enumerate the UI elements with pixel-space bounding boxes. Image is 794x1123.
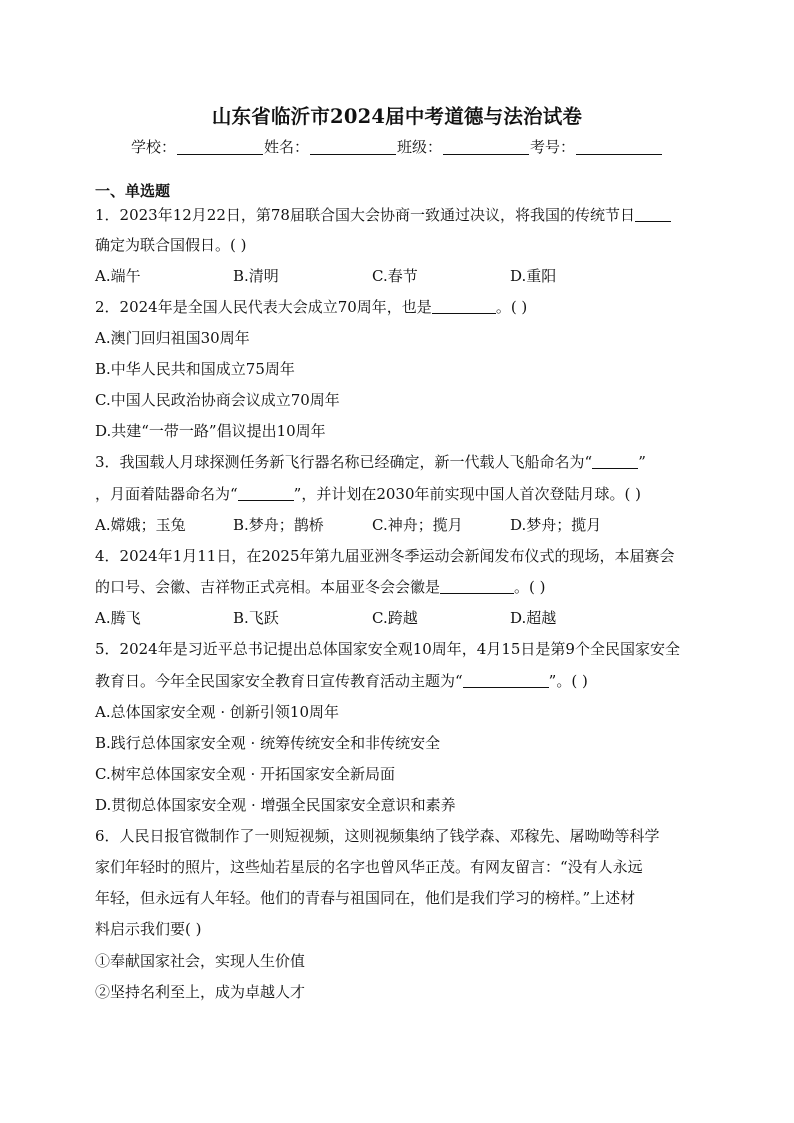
section-title: 一、单选题: [95, 182, 171, 200]
q4-stem-text: 的口号、会徽、吉祥物正式亮相。本届亚冬会会徽是: [95, 578, 441, 596]
q3-stem-line2: [95, 484, 641, 504]
student-info-row: [0, 136, 794, 157]
q3-answer-blank-1: [592, 455, 638, 469]
q1-stem-line1: [95, 205, 671, 225]
q1-option-c: C.春节: [372, 267, 418, 285]
q3-answer-blank-2: [238, 487, 294, 501]
q3-stem-end: ”，并计划在2030年前实现中国人首次登陆月球。( ): [293, 485, 641, 503]
q1-stem-text: 1．2023年12月22日，第78届联合国大会协商一致通过决议，将我国的传统节日: [95, 206, 635, 224]
q2-stem-end: 。( ): [495, 298, 528, 316]
q2-stem-text: 2．2024年是全国人民代表大会成立70周年，也是: [95, 298, 432, 316]
q5-option-a: A.总体国家安全观 · 创新引领10周年: [95, 703, 339, 721]
q1-stem-line2: 确定为联合国假日。( ): [95, 236, 247, 254]
q6-statement-2: ②坚持名利至上，成为卓越人才: [95, 983, 306, 1001]
school-blank: [177, 140, 263, 155]
q3-stem-text: 3．我国载人月球探测任务新飞行器名称已经确定，新一代载人飞船命名为“: [95, 453, 593, 471]
q6-stem-line2: 家们年轻时的照片，这些灿若星辰的名字也曾风华正茂。有网友留言：“没有人永远: [95, 858, 643, 876]
q1-option-a: A.端午: [95, 267, 141, 285]
q4-answer-blank: [440, 580, 514, 594]
number-blank: [576, 140, 662, 155]
q3-option-a: A.嫦娥；玉兔: [95, 516, 186, 534]
q2-option-a: A.澳门回归祖国30周年: [95, 329, 250, 347]
q3-option-c: C.神舟；揽月: [372, 516, 463, 534]
q6-stem-line3: 年轻，但永远有人年轻。他们的青春与祖国同在，他们是我们学习的榜样。”上述材: [95, 889, 636, 907]
q4-option-c: C.跨越: [372, 609, 418, 627]
name-blank: [310, 140, 396, 155]
q3-stem-text-2: ，月面着陆器命名为“: [95, 485, 238, 503]
number-label: 考号：: [530, 138, 576, 156]
q1-answer-blank: [635, 208, 671, 222]
q6-stem-line4: 料启示我们要( ): [95, 920, 202, 938]
q4-stem-line2: [95, 577, 546, 597]
q4-stem-end: 。( ): [514, 578, 546, 596]
q2-stem: [95, 297, 527, 317]
class-blank: [443, 140, 529, 155]
q2-option-d: D.共建“一带一路”倡议提出10周年: [95, 422, 326, 440]
q5-stem-line1: 5．2024年是习近平总书记提出总体国家安全观10周年，4月15日是第9个全民国家安全: [95, 640, 680, 658]
q2-answer-blank: [432, 300, 496, 314]
q3-quote-close: ”: [638, 453, 646, 471]
q6-statement-1: ①奉献国家社会，实现人生价值: [95, 952, 306, 970]
q5-stem-line2: [95, 671, 588, 691]
q5-answer-blank: [463, 674, 549, 688]
q2-option-c: C.中国人民政治协商会议成立70周年: [95, 391, 340, 409]
q4-option-d: D.超越: [510, 609, 557, 627]
q5-stem-text: 教育日。今年全民国家安全教育日宣传教育活动主题为“: [95, 672, 463, 690]
q3-option-d: D.梦舟；揽月: [510, 516, 602, 534]
q3-stem-line1: [95, 452, 646, 472]
q5-option-c: C.树牢总体国家安全观 · 开拓国家安全新局面: [95, 765, 396, 783]
exam-title: 山东省临沂市2024届中考道德与法治试卷: [211, 105, 583, 128]
q5-option-d: D.贯彻总体国家安全观 · 增强全民国家安全意识和素养: [95, 796, 456, 814]
class-label: 班级：: [397, 138, 443, 156]
q4-option-a: A.腾飞: [95, 609, 141, 627]
q2-option-b: B.中华人民共和国成立75周年: [95, 360, 295, 378]
q5-stem-end: ”。( ): [548, 672, 588, 690]
q4-option-b: B.飞跃: [233, 609, 279, 627]
q1-option-d: D.重阳: [510, 267, 557, 285]
q5-option-b: B.践行总体国家安全观 · 统筹传统安全和非传统安全: [95, 734, 441, 752]
name-label: 姓名：: [263, 138, 309, 156]
q4-stem-line1: 4．2024年1月11日，在2025年第九届亚洲冬季运动会新闻发布仪式的现场，本届赛会: [95, 547, 675, 565]
school-label: 学校：: [130, 138, 176, 156]
q1-option-b: B.清明: [233, 267, 279, 285]
q6-stem-line1: 6．人民日报官微制作了一则短视频，这则视频集纳了钱学森、邓稼先、屠呦呦等科学: [95, 827, 660, 845]
q3-option-b: B.梦舟；鹊桥: [233, 516, 324, 534]
